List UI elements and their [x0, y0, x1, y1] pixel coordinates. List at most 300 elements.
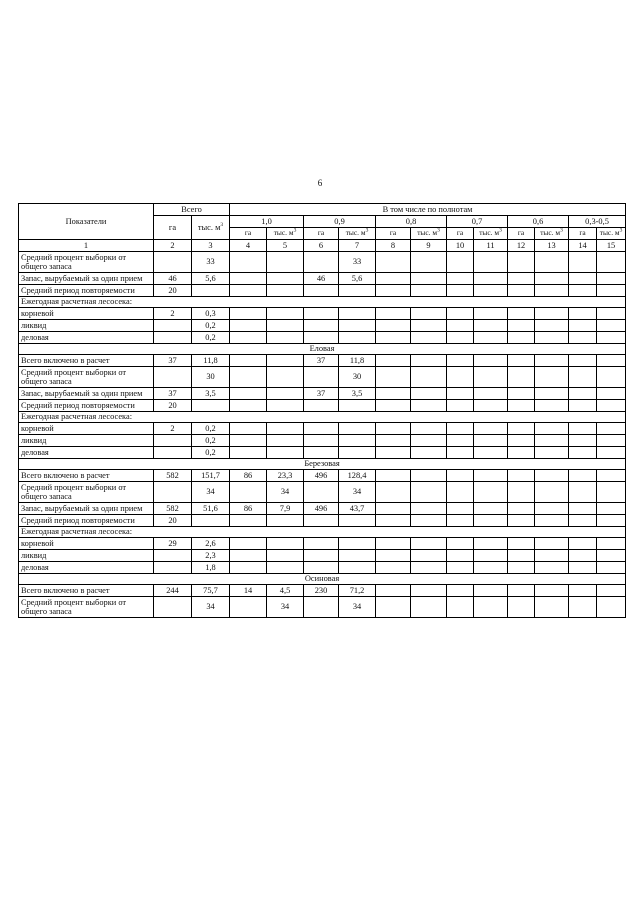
table-cell [569, 355, 597, 367]
table-cell [411, 423, 447, 435]
row-label: Средний процент выборки от общего запаса [19, 367, 154, 388]
table-cell [508, 388, 535, 400]
table-cell [376, 503, 411, 515]
table-cell [569, 308, 597, 320]
table-row [19, 585, 626, 597]
table-cell [508, 332, 535, 344]
table-cell [267, 550, 304, 562]
table-cell [597, 447, 626, 459]
table-cell [508, 273, 535, 285]
table-cell: 29 [154, 538, 192, 550]
table-cell [569, 285, 597, 297]
column-number: 6 [304, 240, 339, 252]
table-cell [304, 597, 339, 618]
table-cell [230, 252, 267, 273]
table-cell [508, 597, 535, 618]
table-cell [447, 332, 474, 344]
table-cell [304, 482, 339, 503]
table-cell [535, 252, 569, 273]
table-cell [230, 597, 267, 618]
unit-ha-header: га [508, 228, 535, 240]
table-cell [376, 515, 411, 527]
table-cell [447, 400, 474, 412]
table-cell [597, 585, 626, 597]
row-label: Всего включено в расчет [19, 355, 154, 367]
table-cell [535, 388, 569, 400]
table-cell [597, 308, 626, 320]
table-cell [267, 388, 304, 400]
table-cell [267, 285, 304, 297]
table-cell [267, 367, 304, 388]
table-cell [597, 550, 626, 562]
table-cell [376, 355, 411, 367]
table-cell: 37 [154, 355, 192, 367]
table-cell [376, 400, 411, 412]
density-header: 1,0 [230, 216, 304, 228]
header-total-volume: тыс. $м^3$ [192, 216, 230, 240]
table-cell [474, 320, 508, 332]
table-cell [447, 435, 474, 447]
table-cell [508, 562, 535, 574]
table-cell: 1,8 [192, 562, 230, 574]
table-cell: 46 [154, 273, 192, 285]
row-label: деловая [19, 447, 154, 459]
table-cell [304, 447, 339, 459]
table-cell [267, 400, 304, 412]
table-cell [230, 367, 267, 388]
table-cell [569, 562, 597, 574]
table-cell: 30 [192, 367, 230, 388]
table-cell [447, 470, 474, 482]
table-cell [508, 423, 535, 435]
table-cell: 0,2 [192, 320, 230, 332]
table-row [19, 332, 626, 344]
table-cell [339, 447, 376, 459]
table-cell [569, 273, 597, 285]
unit-ha-header: га [569, 228, 597, 240]
table-cell [230, 388, 267, 400]
header-indicators: Показатели [19, 204, 154, 240]
table-cell [267, 562, 304, 574]
table-cell: 33 [192, 252, 230, 273]
table-cell [267, 423, 304, 435]
table-cell [339, 320, 376, 332]
table-cell [447, 367, 474, 388]
table-cell [474, 562, 508, 574]
table-cell [474, 388, 508, 400]
table-cell [597, 320, 626, 332]
table-cell [535, 562, 569, 574]
table-cell [508, 585, 535, 597]
table-cell [447, 585, 474, 597]
table-cell [267, 355, 304, 367]
table-cell: 75,7 [192, 585, 230, 597]
table-cell [376, 388, 411, 400]
table-cell [597, 538, 626, 550]
table-cell [597, 332, 626, 344]
table-cell [508, 355, 535, 367]
table-cell [569, 332, 597, 344]
table-cell [597, 562, 626, 574]
section-title: Березовая [19, 459, 626, 470]
table-cell: 0,3 [192, 308, 230, 320]
table-cell [376, 482, 411, 503]
table-row [19, 482, 626, 503]
unit-volume-header: тыс. $м^3$ [411, 228, 447, 240]
unit-volume-header: тыс. $м^3$ [267, 228, 304, 240]
table-cell [304, 320, 339, 332]
table-cell: 128,4 [339, 470, 376, 482]
table-row [19, 550, 626, 562]
table-cell [447, 285, 474, 297]
table-cell [508, 482, 535, 503]
table-cell: 34 [192, 482, 230, 503]
table-row [19, 435, 626, 447]
table-cell [411, 285, 447, 297]
table-cell [569, 503, 597, 515]
table-cell: 582 [154, 503, 192, 515]
table-cell [474, 355, 508, 367]
table-cell: 0,2 [192, 423, 230, 435]
table-cell [474, 367, 508, 388]
column-number: 15 [597, 240, 626, 252]
table-cell [376, 273, 411, 285]
table-cell [447, 447, 474, 459]
table-cell [535, 550, 569, 562]
table-cell [230, 355, 267, 367]
table-cell [411, 320, 447, 332]
table-cell: 86 [230, 503, 267, 515]
table-cell [474, 308, 508, 320]
table-cell [447, 597, 474, 618]
forest-harvest-table [18, 203, 626, 618]
table-row [19, 367, 626, 388]
table-cell [569, 470, 597, 482]
row-label: Запас, вырубаемый за один прием [19, 388, 154, 400]
table-cell [447, 308, 474, 320]
table-cell [447, 320, 474, 332]
table-cell [339, 423, 376, 435]
table-cell: 5,6 [339, 273, 376, 285]
table-row [19, 400, 626, 412]
table-cell [597, 515, 626, 527]
table-cell [447, 538, 474, 550]
table-cell [411, 332, 447, 344]
table-cell [569, 367, 597, 388]
table-cell: 244 [154, 585, 192, 597]
table-cell [411, 308, 447, 320]
table-row [19, 423, 626, 435]
table-cell [304, 423, 339, 435]
table-cell: 3,5 [339, 388, 376, 400]
table-cell [267, 447, 304, 459]
table-cell: 34 [267, 597, 304, 618]
table-cell [508, 252, 535, 273]
table-cell [447, 423, 474, 435]
table-cell: 2 [154, 423, 192, 435]
table-cell: 2 [154, 308, 192, 320]
table-cell [376, 423, 411, 435]
table-cell [411, 482, 447, 503]
table-cell [569, 388, 597, 400]
table-cell [411, 597, 447, 618]
table-cell [447, 562, 474, 574]
column-number: 11 [474, 240, 508, 252]
table-cell [597, 388, 626, 400]
table-cell: 33 [339, 252, 376, 273]
table-cell [569, 597, 597, 618]
table-cell [267, 320, 304, 332]
table-cell [230, 332, 267, 344]
table-cell [597, 367, 626, 388]
table-cell [597, 597, 626, 618]
table-row [19, 355, 626, 367]
table-cell [569, 423, 597, 435]
table-cell [447, 550, 474, 562]
table-cell [474, 447, 508, 459]
table-cell [304, 332, 339, 344]
table-cell [230, 550, 267, 562]
header-including-by-density: В том числе по полнотам [230, 204, 626, 216]
table-cell [474, 332, 508, 344]
table-cell: 14 [230, 585, 267, 597]
table-cell [508, 285, 535, 297]
row-label: Запас, вырубаемый за один прием [19, 273, 154, 285]
table-cell: 582 [154, 470, 192, 482]
table-cell: 11,8 [339, 355, 376, 367]
table-cell [339, 400, 376, 412]
table-cell [474, 597, 508, 618]
table-cell [411, 585, 447, 597]
table-cell [339, 538, 376, 550]
table-cell [411, 252, 447, 273]
table-cell [474, 273, 508, 285]
table-cell [508, 400, 535, 412]
table-cell [411, 400, 447, 412]
table-cell [304, 550, 339, 562]
table-cell [597, 355, 626, 367]
table-cell [508, 503, 535, 515]
table-cell [339, 308, 376, 320]
table-row [19, 273, 626, 285]
table-cell [376, 538, 411, 550]
table-cell [376, 285, 411, 297]
table-cell [535, 273, 569, 285]
table-cell [154, 447, 192, 459]
table-cell [192, 515, 230, 527]
row-label: Всего включено в расчет [19, 585, 154, 597]
table-cell [376, 550, 411, 562]
table-cell [597, 482, 626, 503]
table-cell [267, 273, 304, 285]
table-cell [376, 308, 411, 320]
table-cell [447, 515, 474, 527]
table-cell: 43,7 [339, 503, 376, 515]
table-cell [154, 562, 192, 574]
table-cell [508, 435, 535, 447]
row-label: корневой [19, 308, 154, 320]
table-cell: 496 [304, 503, 339, 515]
row-label: корневой [19, 538, 154, 550]
table-row [19, 320, 626, 332]
table-cell: 51,6 [192, 503, 230, 515]
table-cell [535, 308, 569, 320]
table-cell [535, 435, 569, 447]
unit-ha-header: га [304, 228, 339, 240]
table-cell [376, 332, 411, 344]
table-cell [267, 252, 304, 273]
section-title: Ежегодная расчетная лесосека: [19, 527, 626, 538]
table-cell [154, 367, 192, 388]
table-cell [447, 355, 474, 367]
row-label: ликвид [19, 320, 154, 332]
header-total-ha: га [154, 216, 192, 240]
table-row [19, 252, 626, 273]
row-label: Средний период повторяемости [19, 285, 154, 297]
column-number: 7 [339, 240, 376, 252]
table-cell [474, 550, 508, 562]
table-cell [230, 308, 267, 320]
unit-ha-header: га [376, 228, 411, 240]
table-cell [474, 503, 508, 515]
table-cell: 20 [154, 515, 192, 527]
table-cell [597, 252, 626, 273]
table-cell [569, 400, 597, 412]
density-header: 0,3-0,5 [569, 216, 626, 228]
table-cell [154, 597, 192, 618]
row-label: Средний период повторяемости [19, 515, 154, 527]
table-cell [535, 538, 569, 550]
section-title: Ежегодная расчетная лесосека: [19, 412, 626, 423]
table-cell [474, 435, 508, 447]
table-cell [339, 435, 376, 447]
table-cell [447, 273, 474, 285]
table-cell [411, 367, 447, 388]
table-cell: 23,3 [267, 470, 304, 482]
table-cell: 230 [304, 585, 339, 597]
table-cell: 0,2 [192, 332, 230, 344]
unit-volume-header: тыс. $м^3$ [597, 228, 626, 240]
table-cell [447, 482, 474, 503]
table-cell [474, 285, 508, 297]
table-cell [569, 252, 597, 273]
table-cell: 496 [304, 470, 339, 482]
table-row [19, 388, 626, 400]
table-cell [304, 515, 339, 527]
table-cell: 7,9 [267, 503, 304, 515]
table-cell [447, 252, 474, 273]
table-cell: 71,2 [339, 585, 376, 597]
table-cell: 2,6 [192, 538, 230, 550]
table-cell [447, 503, 474, 515]
table-cell [474, 538, 508, 550]
table-cell [474, 482, 508, 503]
row-label: ликвид [19, 435, 154, 447]
row-label: деловая [19, 562, 154, 574]
table-cell [339, 515, 376, 527]
table-cell [535, 355, 569, 367]
table-cell: 37 [304, 388, 339, 400]
unit-volume-header: тыс. $м^3$ [474, 228, 508, 240]
table-row [19, 597, 626, 618]
density-header: 0,9 [304, 216, 376, 228]
table-cell [535, 585, 569, 597]
table-cell [569, 482, 597, 503]
section-title: Осиновая [19, 574, 626, 585]
table-cell [535, 320, 569, 332]
table-cell [535, 482, 569, 503]
table-header [19, 204, 626, 252]
table-cell [192, 400, 230, 412]
table-cell [411, 273, 447, 285]
table-cell [508, 367, 535, 388]
density-header: 0,6 [508, 216, 569, 228]
table-cell [339, 332, 376, 344]
table-body [19, 252, 626, 618]
table-cell: 37 [304, 355, 339, 367]
table-cell [597, 285, 626, 297]
table-cell [569, 538, 597, 550]
table-cell [411, 435, 447, 447]
table-cell [508, 320, 535, 332]
table-cell [535, 447, 569, 459]
table-cell [508, 447, 535, 459]
table-cell: 5,6 [192, 273, 230, 285]
column-number: 2 [154, 240, 192, 252]
table-cell [411, 355, 447, 367]
density-header: 0,8 [376, 216, 447, 228]
table-cell [154, 332, 192, 344]
table-cell [230, 273, 267, 285]
unit-volume-header: тыс. $м^3$ [535, 228, 569, 240]
table-cell [569, 435, 597, 447]
table-cell [411, 550, 447, 562]
table-cell [230, 515, 267, 527]
table-cell [304, 308, 339, 320]
table-cell [376, 435, 411, 447]
table-cell [508, 550, 535, 562]
table-cell [230, 320, 267, 332]
density-header: 0,7 [447, 216, 508, 228]
table-cell [474, 400, 508, 412]
table-cell [230, 423, 267, 435]
table-cell [230, 562, 267, 574]
table-cell: 34 [339, 482, 376, 503]
table-cell [535, 367, 569, 388]
table-row [19, 503, 626, 515]
section-title: Ежегодная расчетная лесосека: [19, 297, 626, 308]
row-label: деловая [19, 332, 154, 344]
table-cell [339, 285, 376, 297]
column-number: 3 [192, 240, 230, 252]
table-cell [154, 550, 192, 562]
column-number: 12 [508, 240, 535, 252]
table-cell [508, 470, 535, 482]
section-row [19, 297, 626, 308]
table-cell [411, 470, 447, 482]
column-number-row [19, 240, 626, 252]
unit-ha-header: га [230, 228, 267, 240]
table-cell [411, 538, 447, 550]
table-cell [535, 285, 569, 297]
header-total: Всего [154, 204, 230, 216]
table-cell [535, 423, 569, 435]
table-cell [508, 308, 535, 320]
table-cell: 20 [154, 285, 192, 297]
table-cell [474, 585, 508, 597]
page-number: 6 [317, 178, 323, 188]
table-cell: 3,5 [192, 388, 230, 400]
